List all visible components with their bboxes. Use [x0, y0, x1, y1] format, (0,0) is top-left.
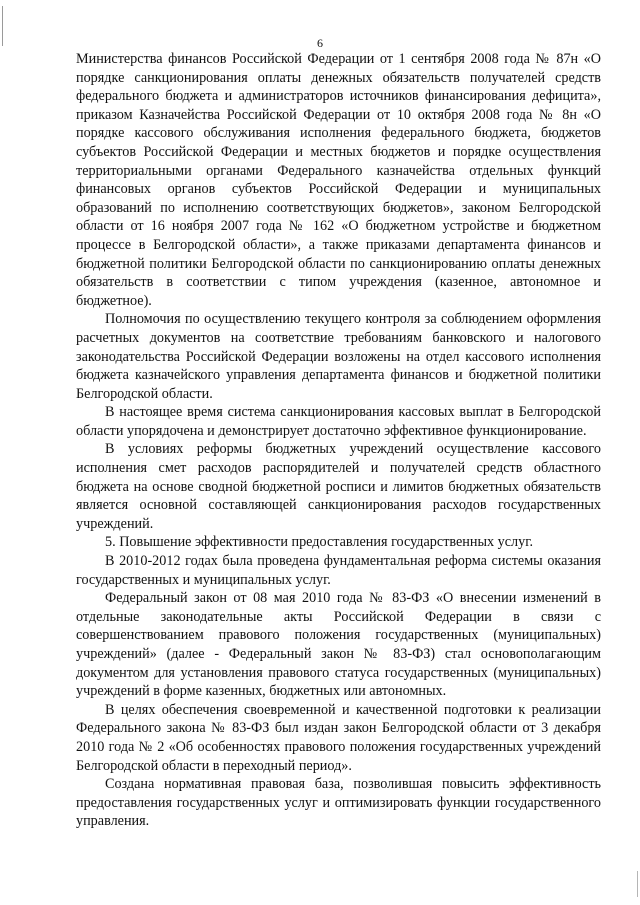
document-body — [76, 50, 601, 831]
paragraph: Федеральный закон от 08 мая 2010 года № 83-ФЗ «О внесении изменений в отдельные законодательные акты Российской Федерации в связи с совершенствованием правового положения государственных (муниципальных) учреждений» (далее - Федеральный закон № 83-ФЗ) стал основополагающим документом для установления правового статуса государственных (муниципальных) учреждений в форме казенных, бюджетных или автономных. — [76, 590, 601, 700]
paragraph: В условиях реформы бюджетных учреждений осуществление кассового исполнения смет расходов распорядителей и получателей средств областного бюджета на основе сводной бюджетной росписи и лимитов бюджетных обязательств является основной составляющей санкционирования расходов государственных учреждений. — [76, 441, 601, 532]
scan-edge-mark-bottom — [637, 871, 638, 897]
section-heading: 5. Повышение эффективности предоставления государственных услуг. — [105, 534, 533, 551]
page-number: 6 — [317, 36, 323, 50]
paragraph: В целях обеспечения своевременной и качественной подготовки к реализации Федерального закона № 83-ФЗ был издан закон Белгородской области от 3 декабря 2010 года № 2 «Об особенностях правового положения государственных учреждений Белгородской области в переходный период». — [76, 701, 601, 774]
paragraph: В 2010-2012 годах была проведена фундаментальная реформа системы оказания государственных и муниципальных услуг. — [76, 553, 601, 588]
paragraph-continuation: Министерства финансов Российской Федерации от 1 сентября 2008 года № 87н «О порядке санкционирования оплаты денежных обязательств получателей средств федерального бюджета и администраторов источников финансирования дефицита», приказом Казначейства Российской Федерации от 10 октября 2008 года № 8н «О порядке кассового обслуживания исполнения федерального бюджета, бюджетов субъектов Российской Федерации и местных бюджетов и порядке осуществления территориальными органами Федерального казначейства отдельных функций финансовых органов субъектов Российской Федерации и муниципальных образований по исполнению соответствующих бюджетов», законом Белгородской области от 16 ноября 2007 года № 162 «О бюджетном устройстве и бюджетном процессе в Белгородской области», а также приказами департамента финансов и бюджетной политики Белгородской области по санкционированию оплаты денежных обязательств в соответствии с типом учреждения (казенное, автономное и бюджетное). — [76, 51, 601, 309]
paragraph: Полномочия по осуществлению текущего контроля за соблюдением оформления расчетных документов на соответствие требованиям банковского и налогового законодательства Российской Федерации возложены на отдел кассового исполнения бюджета казначейского управления департамента финансов и бюджетной политики Белгородской области. — [76, 311, 601, 402]
paragraph: Создана нормативная правовая база, позволившая повысить эффективность предоставления государственных услуг и оптимизировать функции государственного управления. — [76, 776, 601, 830]
paragraph: В настоящее время система санкционирования кассовых выплат в Белгородской области упорядочена и демонстрирует достаточно эффективное функционирование. — [76, 404, 601, 439]
